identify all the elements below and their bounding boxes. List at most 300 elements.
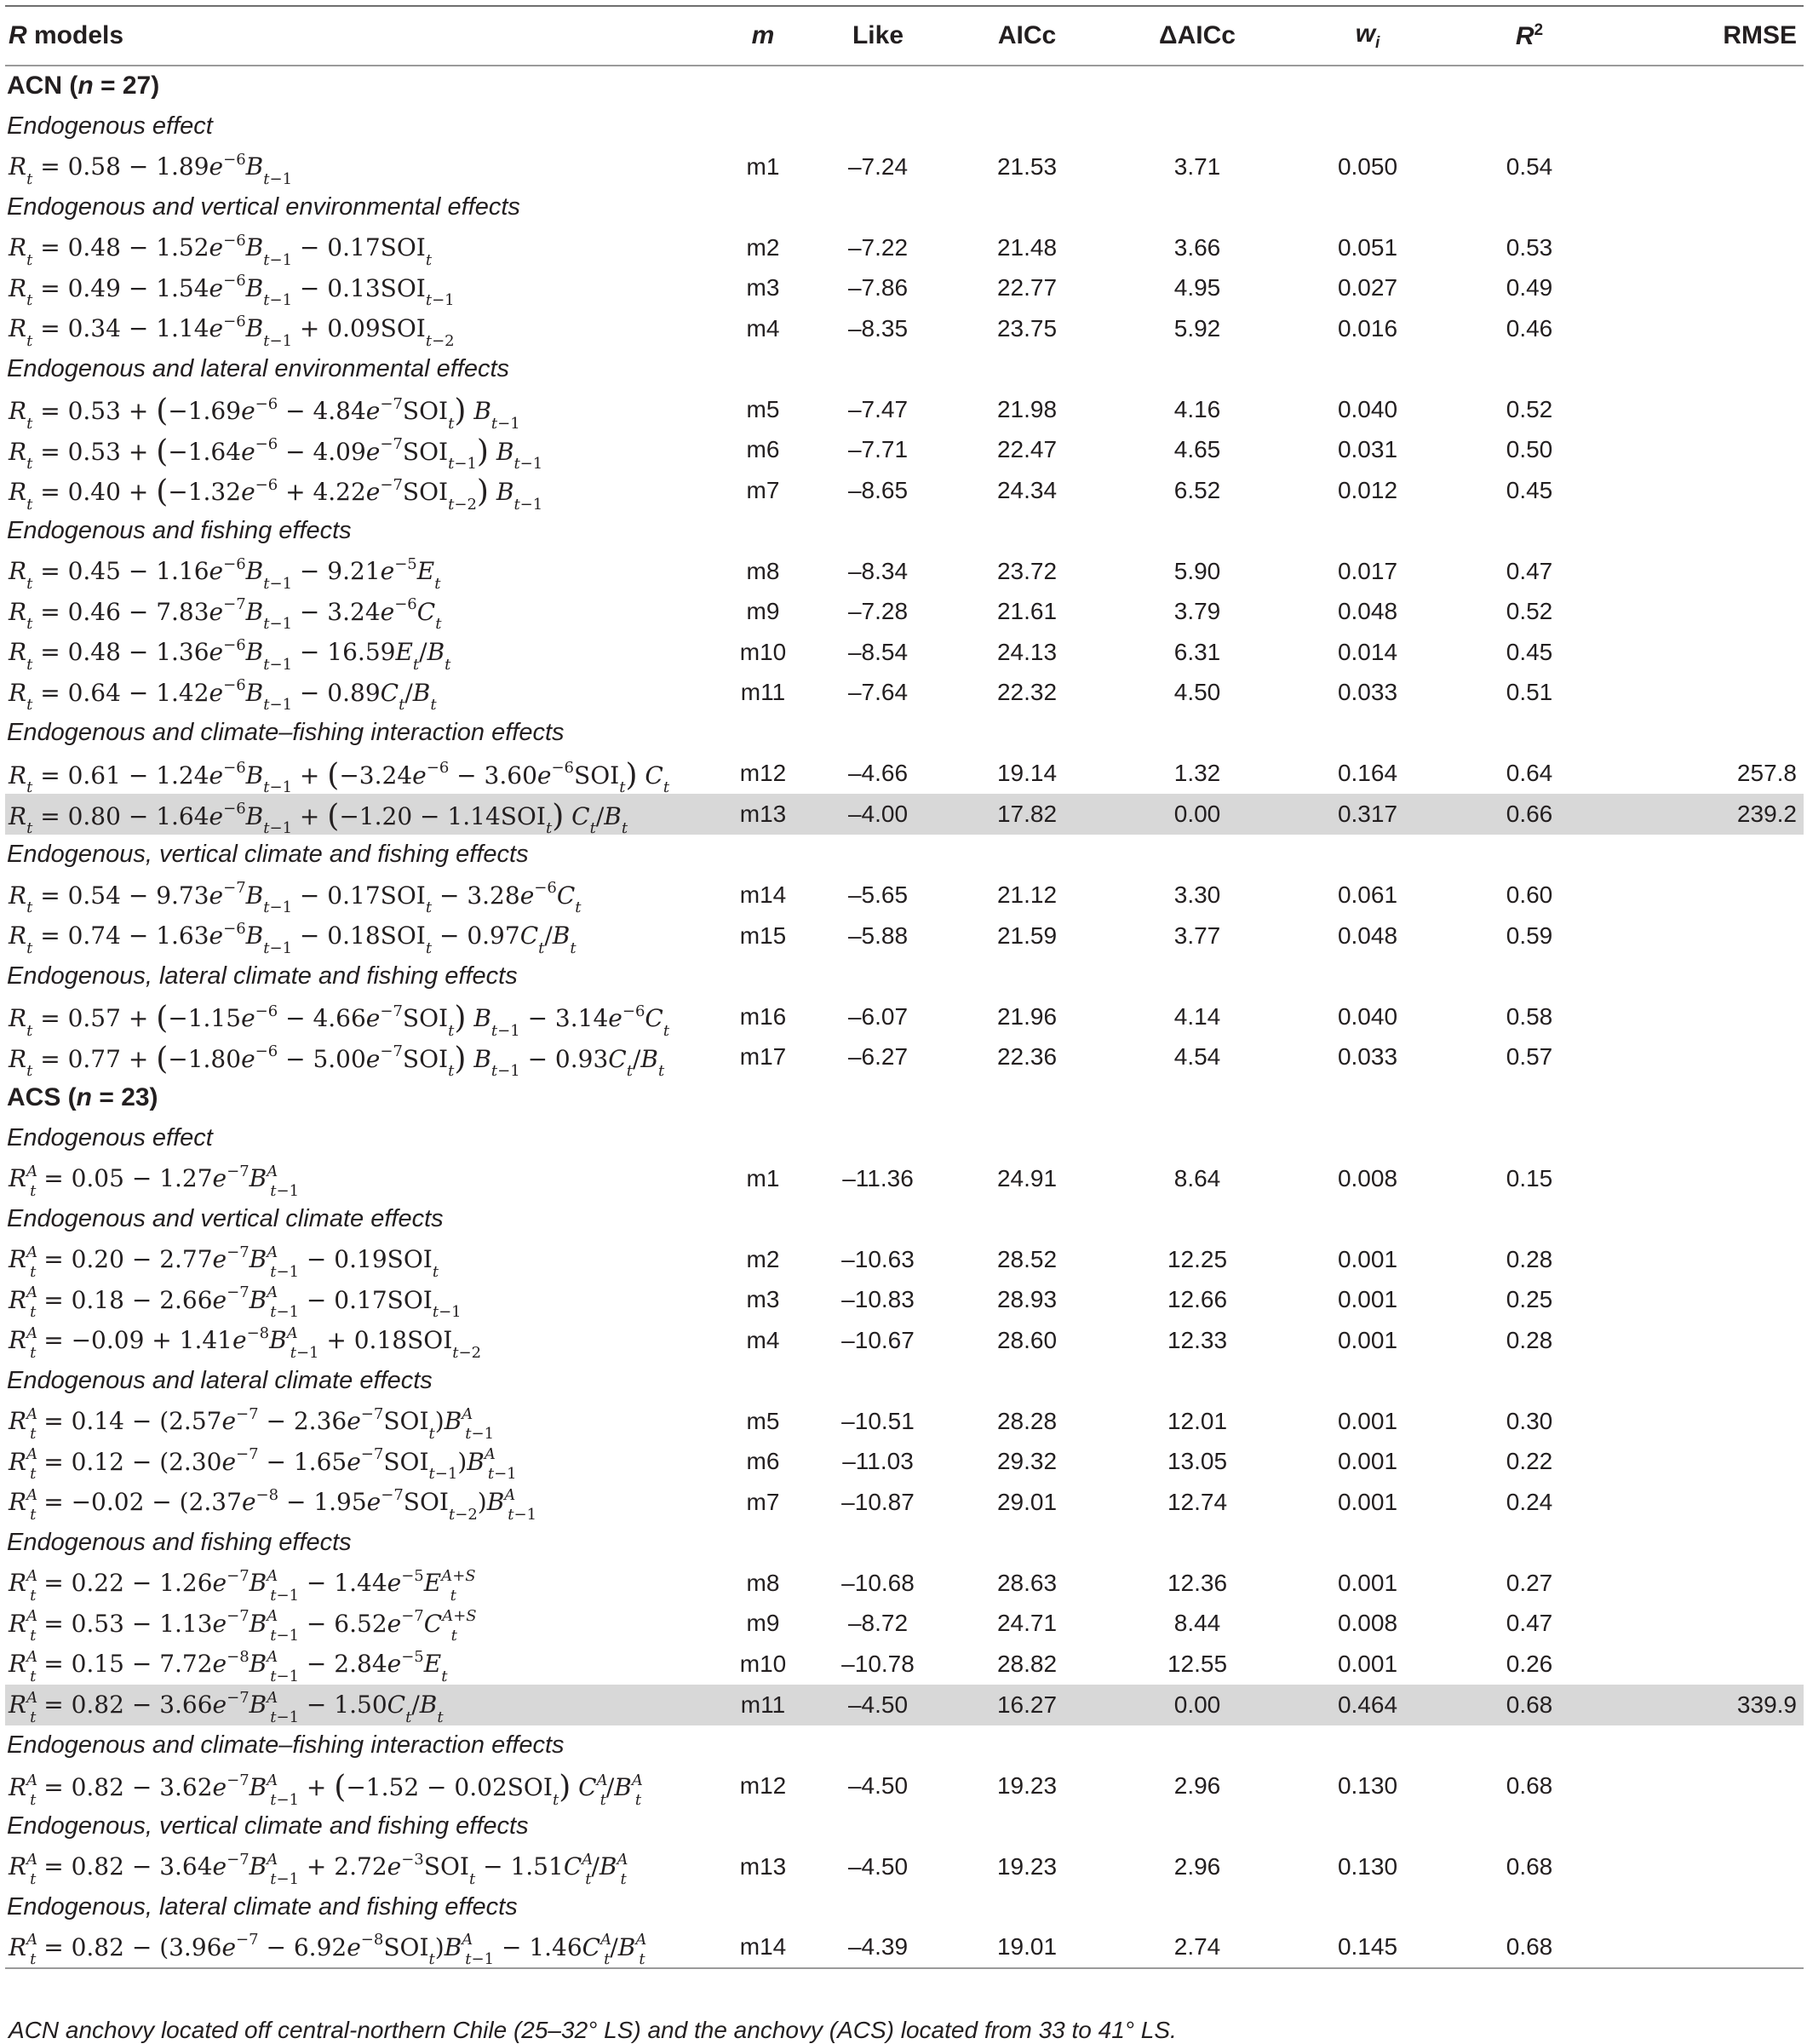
cell-w: 0.008 (1337, 1610, 1398, 1637)
cell-r2: 0.46 (1506, 314, 1553, 342)
cell-like: –7.71 (847, 436, 909, 463)
table-footnote: ACN anchovy located off central-northern Chile (25–32° LS) and the anchovy (ACS) located from 33 to 41° LS. (9, 2017, 1177, 2043)
header-models: R models (9, 21, 124, 49)
cell-delta-aicc: 0.00 (1173, 801, 1221, 827)
cell-like: –4.50 (847, 1852, 909, 1880)
cell-r2: 0.68 (1506, 1852, 1553, 1880)
cell-m: m14 (739, 1933, 787, 1961)
cell-m: m3 (746, 274, 780, 301)
cell-m: m12 (739, 760, 787, 787)
table-row-highlighted (5, 794, 1804, 835)
cell-r2: 0.45 (1506, 638, 1553, 665)
header-row (5, 6, 1804, 66)
cell-m: m5 (746, 395, 780, 422)
cell-r2: 0.68 (1506, 1691, 1553, 1718)
table-row (5, 1320, 1804, 1361)
model-equation: $R_t = 0.48 - 1.36e^{-6}B_{t-1} - 16.59E_t/B_t$ (9, 635, 451, 674)
cell-aicc: 22.47 (996, 436, 1058, 463)
cell-aicc: 21.98 (996, 395, 1058, 422)
cell-m: m2 (746, 1245, 780, 1272)
model-equation: $R^A_t = 0.82 - 3.62e^{-7}B^A_{t-1} + (-1.52 - 0.02SOI_t)$ $C^A_t/B^A_t$ (9, 1770, 643, 1809)
cell-w: 0.317 (1337, 801, 1398, 827)
cell-w: 0.048 (1337, 598, 1398, 625)
cell-aicc: 24.71 (996, 1610, 1058, 1637)
cell-aicc: 28.93 (996, 1286, 1058, 1313)
cell-aicc: 24.91 (996, 1164, 1058, 1191)
cell-delta-aicc: 8.44 (1173, 1610, 1221, 1637)
cell-w: 0.048 (1337, 922, 1398, 949)
cell-delta-aicc: 12.33 (1167, 1326, 1228, 1353)
cell-aicc: 21.61 (996, 598, 1058, 625)
cell-delta-aicc: 6.52 (1173, 476, 1221, 503)
model-equation: $R_t = 0.46 - 7.83e^{-7}B_{t-1} - 3.24e^{-6}C_t$ (9, 595, 442, 634)
table-row (5, 227, 1804, 268)
cell-like: –8.54 (847, 638, 909, 665)
cell-r2: 0.57 (1506, 1043, 1553, 1071)
cell-delta-aicc: 5.92 (1173, 314, 1221, 342)
table-row (5, 996, 1804, 1037)
footer-rule (5, 1968, 1804, 2009)
table-row (5, 1239, 1804, 1280)
cell-w: 0.464 (1337, 1691, 1398, 1718)
cell-r2: 0.45 (1506, 476, 1553, 503)
cell-delta-aicc: 0.00 (1173, 1691, 1221, 1718)
cell-aicc: 21.48 (996, 233, 1058, 261)
group-label: Endogenous, lateral climate and fishing effects (7, 962, 518, 990)
cell-rmse (1606, 1158, 1804, 1199)
cell-delta-aicc: 4.16 (1173, 395, 1221, 422)
header-m: m (751, 21, 775, 49)
model-equation: $R_t = 0.53 + (-1.69e^{-6} - 4.84e^{-7}SOI_t)$ $B_{t-1}$ (9, 393, 520, 433)
cell-like: –7.28 (847, 598, 909, 625)
group-label: Endogenous and lateral climate effects (7, 1366, 433, 1394)
section-title-acs: ACS (n = 23) (7, 1082, 158, 1111)
cell-m: m15 (739, 922, 787, 949)
cell-r2: 0.66 (1506, 801, 1553, 827)
section-row-acn (5, 66, 1804, 106)
cell-rmse (1606, 1442, 1804, 1483)
cell-aicc: 29.32 (996, 1448, 1058, 1475)
cell-rmse (1606, 430, 1804, 471)
model-equation: $R^A_t = 0.15 - 7.72e^{-8}B^A_{t-1} - 2.84e^{-5}E_t$ (9, 1647, 448, 1685)
cell-aicc: 24.34 (996, 476, 1058, 503)
model-equation: $R_t = 0.45 - 1.16e^{-6}B_{t-1} - 9.21e^{-5}E_t$ (9, 554, 441, 593)
cell-aicc: 28.52 (996, 1245, 1058, 1272)
header-rmse: RMSE (1723, 21, 1797, 49)
model-equation: $R^A_t = 0.82 - 3.66e^{-7}B^A_{t-1} - 1.50C_t/B_t$ (9, 1688, 444, 1726)
cell-w: 0.012 (1337, 476, 1398, 503)
table-row (5, 430, 1804, 471)
group-row (5, 1523, 1804, 1564)
cell-m: m17 (739, 1043, 787, 1071)
cell-like: –4.66 (847, 760, 909, 787)
model-equation: $R^A_t = 0.53 - 1.13e^{-7}B^A_{t-1} - 6.52e^{-7}C^{A+S}_t$ (9, 1607, 477, 1645)
cell-delta-aicc: 4.65 (1173, 436, 1221, 463)
table-row (5, 1563, 1804, 1604)
cell-delta-aicc: 4.50 (1173, 679, 1221, 706)
cell-like: –10.87 (841, 1488, 915, 1515)
cell-r2: 0.53 (1506, 233, 1553, 261)
cell-rmse (1606, 1239, 1804, 1280)
cell-w: 0.027 (1337, 274, 1398, 301)
cell-delta-aicc: 2.96 (1173, 1771, 1221, 1799)
cell-w: 0.145 (1337, 1933, 1398, 1961)
group-label: Endogenous effect (7, 112, 213, 140)
cell-aicc: 21.12 (996, 881, 1058, 909)
cell-w: 0.033 (1337, 1043, 1398, 1071)
cell-like: –8.72 (847, 1610, 909, 1637)
group-label: Endogenous and fishing effects (7, 1528, 352, 1556)
table-row (5, 308, 1804, 349)
cell-m: m13 (739, 1852, 787, 1880)
model-selection-table (5, 5, 1804, 2044)
cell-rmse (1606, 996, 1804, 1037)
model-equation: $R_t = 0.53 + (-1.64e^{-6} - 4.09e^{-7}SOI_{t-1})$ $B_{t-1}$ (9, 433, 543, 474)
cell-m: m13 (739, 801, 787, 827)
cell-r2: 0.68 (1506, 1933, 1553, 1961)
cell-rmse (1606, 470, 1804, 511)
cell-w: 0.017 (1337, 557, 1398, 584)
cell-like: –4.50 (847, 1691, 909, 1718)
cell-w: 0.031 (1337, 436, 1398, 463)
cell-like: –8.65 (847, 476, 909, 503)
group-label: Endogenous and climate–fishing interaction effects (7, 1731, 565, 1759)
cell-aicc: 19.14 (996, 760, 1058, 787)
cell-w: 0.016 (1337, 314, 1398, 342)
group-row (5, 511, 1804, 552)
cell-m: m16 (739, 1002, 787, 1030)
table-row (5, 1158, 1804, 1199)
group-label: Endogenous, vertical climate and fishing effects (7, 1811, 529, 1840)
cell-delta-aicc: 12.01 (1167, 1407, 1228, 1434)
cell-r2: 0.47 (1506, 557, 1553, 584)
cell-w: 0.040 (1337, 395, 1398, 422)
cell-m: m7 (746, 476, 780, 503)
group-label: Endogenous effect (7, 1123, 213, 1151)
model-equation: $R^A_t = -0.09 + 1.41e^{-8}B^A_{t-1} + 0.18SOI_{t-2}$ (9, 1323, 482, 1362)
cell-m: m9 (746, 1610, 780, 1637)
table-row (5, 1927, 1804, 1968)
model-equation: $R^A_t = 0.82 - (3.96e^{-7} - 6.92e^{-8}SOI_t)B^A_{t-1} - 1.46C^A_t/B^A_t$ (9, 1931, 647, 1969)
cell-aicc: 21.59 (996, 922, 1058, 949)
cell-rmse (1606, 1644, 1804, 1685)
cell-like: –7.24 (847, 152, 909, 180)
cell-rmse (1606, 632, 1804, 673)
table-row (5, 632, 1804, 673)
cell-rmse (1606, 1401, 1804, 1442)
model-equation: $R_t = 0.57 + (-1.15e^{-6} - 4.66e^{-7}SOI_t) B_{t-1} - 3.14e^{-6}C_t$ (9, 1001, 670, 1040)
footnote-row (5, 2008, 1804, 2044)
cell-like: –5.88 (847, 922, 909, 949)
cell-like: –6.27 (847, 1043, 909, 1071)
group-row (5, 956, 1804, 997)
table-row (5, 1442, 1804, 1483)
cell-delta-aicc: 5.90 (1173, 557, 1221, 584)
cell-delta-aicc: 1.32 (1173, 760, 1221, 787)
cell-delta-aicc: 3.66 (1173, 233, 1221, 261)
cell-m: m10 (739, 1650, 787, 1677)
cell-w: 0.061 (1337, 881, 1398, 909)
cell-w: 0.050 (1337, 152, 1398, 180)
cell-r2: 0.54 (1506, 152, 1553, 180)
section-title-acn: ACN (n = 27) (7, 72, 160, 100)
cell-like: –7.86 (847, 274, 909, 301)
table-row (5, 1401, 1804, 1442)
model-equation: $R_t = 0.49 - 1.54e^{-6}B_{t-1} - 0.13SOI_{t-1}$ (9, 272, 455, 310)
group-row (5, 1199, 1804, 1240)
cell-delta-aicc: 3.71 (1173, 152, 1221, 180)
cell-delta-aicc: 2.96 (1173, 1852, 1221, 1880)
cell-m: m7 (746, 1488, 780, 1515)
table-row (5, 551, 1804, 592)
cell-like: –10.83 (841, 1286, 915, 1313)
model-equation: $R^A_t = -0.02 - (2.37e^{-8} - 1.95e^{-7}SOI_{t-2})B^A_{t-1}$ (9, 1485, 537, 1524)
cell-rmse (1606, 1037, 1804, 1078)
table-row (5, 268, 1804, 309)
cell-rmse (1606, 876, 1804, 916)
cell-rmse (1606, 916, 1804, 956)
cell-like: –4.39 (847, 1933, 909, 1961)
cell-w: 0.130 (1337, 1771, 1398, 1799)
cell-aicc: 22.77 (996, 274, 1058, 301)
cell-w: 0.040 (1337, 1002, 1398, 1030)
cell-delta-aicc: 4.95 (1173, 274, 1221, 301)
model-equation: $R_t = 0.64 - 1.42e^{-6}B_{t-1} - 0.89C_t/B_t$ (9, 676, 437, 715)
cell-rmse (1606, 1563, 1804, 1604)
model-equation: $R^A_t = 0.20 - 2.77e^{-7}B^A_{t-1} - 0.19SOI_t$ (9, 1243, 439, 1281)
cell-like: –6.07 (847, 1002, 909, 1030)
group-row (5, 1806, 1804, 1847)
cell-m: m4 (746, 314, 780, 342)
cell-r2: 0.64 (1506, 760, 1553, 787)
group-row (5, 1118, 1804, 1159)
cell-w: 0.001 (1337, 1448, 1398, 1475)
model-equation: $R_t = 0.54 - 9.73e^{-7}B_{t-1} - 0.17SOI_t - 3.28e^{-6}C_t$ (9, 879, 582, 917)
header-r2: $R^2$ (1515, 20, 1544, 50)
cell-like: –4.50 (847, 1771, 909, 1799)
cell-delta-aicc: 3.79 (1173, 598, 1221, 625)
cell-r2: 0.27 (1506, 1569, 1553, 1596)
cell-delta-aicc: 8.64 (1173, 1164, 1221, 1191)
cell-like: –7.64 (847, 679, 909, 706)
group-row (5, 349, 1804, 390)
cell-aicc: 28.60 (996, 1326, 1058, 1353)
group-label: Endogenous and climate–fishing interaction effects (7, 719, 565, 747)
cell-like: –7.22 (847, 233, 909, 261)
cell-w: 0.014 (1337, 638, 1398, 665)
cell-m: m3 (746, 1286, 780, 1313)
group-label: Endogenous, vertical climate and fishing effects (7, 841, 529, 869)
cell-delta-aicc: 2.74 (1173, 1933, 1221, 1961)
cell-rmse: 257.8 (1736, 760, 1797, 787)
cell-aicc: 28.63 (996, 1569, 1058, 1596)
cell-rmse (1606, 1320, 1804, 1361)
model-equation: $R^A_t = 0.82 - 3.64e^{-7}B^A_{t-1} + 2.72e^{-3}SOI_t - 1.51C^A_t/B^A_t$ (9, 1850, 628, 1888)
cell-r2: 0.50 (1506, 436, 1553, 463)
cell-m: m11 (740, 1691, 786, 1718)
header-like: Like (852, 21, 904, 49)
group-row (5, 1887, 1804, 1928)
cell-m: m10 (739, 638, 787, 665)
model-equation: $R_t = 0.58 - 1.89e^{-6}B_{t-1}$ (9, 150, 293, 188)
table-row (5, 1644, 1804, 1685)
cell-rmse (1606, 227, 1804, 268)
group-label: Endogenous and vertical environmental effects (7, 192, 520, 221)
cell-delta-aicc: 13.05 (1167, 1448, 1228, 1475)
cell-r2: 0.28 (1506, 1245, 1553, 1272)
cell-rmse (1606, 673, 1804, 714)
cell-like: –10.63 (841, 1245, 915, 1272)
cell-rmse (1606, 1846, 1804, 1887)
cell-aicc: 17.82 (996, 801, 1058, 827)
cell-m: m8 (746, 1569, 780, 1596)
cell-delta-aicc: 12.36 (1167, 1569, 1228, 1596)
cell-like: –5.65 (847, 881, 909, 909)
cell-aicc: 21.96 (996, 1002, 1058, 1030)
cell-delta-aicc: 12.66 (1167, 1286, 1228, 1313)
model-equation: $R_t = 0.74 - 1.63e^{-6}B_{t-1} - 0.18SOI_t - 0.97C_t/B_t$ (9, 919, 577, 957)
cell-r2: 0.30 (1506, 1407, 1553, 1434)
cell-rmse: 339.9 (1736, 1691, 1797, 1718)
group-row (5, 106, 1804, 147)
cell-r2: 0.26 (1506, 1650, 1553, 1677)
cell-r2: 0.59 (1506, 922, 1553, 949)
cell-rmse (1606, 389, 1804, 430)
cell-rmse (1606, 308, 1804, 349)
model-equation: $R_t = 0.34 - 1.14e^{-6}B_{t-1} + 0.09SOI_{t-2}$ (9, 312, 455, 350)
group-row (5, 187, 1804, 228)
table-row (5, 1846, 1804, 1887)
header-delta-aicc: ΔAICc (1159, 21, 1236, 49)
cell-delta-aicc: 12.74 (1167, 1488, 1228, 1515)
cell-delta-aicc: 3.30 (1173, 881, 1221, 909)
cell-m: m6 (746, 1448, 780, 1475)
model-equation: $R^A_t = 0.18 - 2.66e^{-7}B^A_{t-1} - 0.17SOI_{t-1}$ (9, 1283, 462, 1322)
table-row (5, 1037, 1804, 1078)
cell-m: m6 (746, 436, 780, 463)
cell-r2: 0.68 (1506, 1771, 1553, 1799)
cell-aicc: 16.27 (996, 1691, 1058, 1718)
cell-aicc: 28.28 (996, 1407, 1058, 1434)
cell-rmse (1606, 268, 1804, 309)
cell-aicc: 22.32 (996, 679, 1058, 706)
table-row-highlighted (5, 1685, 1804, 1725)
cell-r2: 0.52 (1506, 598, 1553, 625)
cell-r2: 0.22 (1506, 1448, 1553, 1475)
cell-delta-aicc: 12.55 (1167, 1650, 1228, 1677)
cell-like: –7.47 (847, 395, 909, 422)
cell-w: 0.130 (1337, 1852, 1398, 1880)
cell-like: –11.36 (842, 1164, 914, 1191)
cell-w: 0.001 (1337, 1650, 1398, 1677)
cell-m: m2 (746, 233, 780, 261)
cell-like: –8.34 (847, 557, 909, 584)
cell-r2: 0.25 (1506, 1286, 1553, 1313)
cell-w: 0.001 (1337, 1245, 1398, 1272)
cell-w: 0.051 (1337, 233, 1398, 261)
cell-w: 0.008 (1337, 1164, 1398, 1191)
model-equation: $R_t = 0.80 - 1.64e^{-6}B_{t-1} + (-1.20 - 1.14SOI_t)$ $C_t/B_t$ (9, 798, 628, 838)
cell-m: m9 (746, 598, 780, 625)
model-equation: $R^A_t = 0.14 - (2.57e^{-7} - 2.36e^{-7}SOI_t)B^A_{t-1}$ (9, 1404, 495, 1443)
group-label: Endogenous, lateral climate and fishing effects (7, 1892, 518, 1921)
cell-aicc: 23.75 (996, 314, 1058, 342)
cell-m: m11 (740, 679, 786, 706)
table-row (5, 389, 1804, 430)
table-row (5, 1766, 1804, 1806)
section-row-acs (5, 1077, 1804, 1118)
cell-rmse (1606, 1927, 1804, 1968)
model-equation: $R_t = 0.40 + (-1.32e^{-6} + 4.22e^{-7}SOI_{t-2})$ $B_{t-1}$ (9, 474, 543, 514)
table-row (5, 470, 1804, 511)
cell-w: 0.001 (1337, 1286, 1398, 1313)
cell-aicc: 19.23 (996, 1771, 1058, 1799)
cell-like: –4.00 (847, 801, 909, 827)
cell-rmse (1606, 1280, 1804, 1321)
cell-rmse (1606, 592, 1804, 633)
cell-r2: 0.28 (1506, 1326, 1553, 1353)
cell-m: m8 (746, 557, 780, 584)
cell-m: m1 (746, 152, 780, 180)
cell-rmse (1606, 1482, 1804, 1523)
table-row (5, 146, 1804, 187)
header-aicc: AICc (997, 21, 1057, 49)
model-equation: $R_t = 0.77 + (-1.80e^{-6} - 5.00e^{-7}SOI_t) B_{t-1} - 0.93C_t/B_t$ (9, 1041, 665, 1081)
cell-like: –11.03 (842, 1448, 914, 1475)
cell-delta-aicc: 4.54 (1173, 1043, 1221, 1071)
group-row (5, 713, 1804, 754)
cell-like: –8.35 (847, 314, 909, 342)
table-row (5, 673, 1804, 714)
cell-w: 0.001 (1337, 1488, 1398, 1515)
cell-delta-aicc: 6.31 (1173, 638, 1221, 665)
group-label: Endogenous and vertical climate effects (7, 1204, 444, 1232)
group-row (5, 1725, 1804, 1766)
cell-rmse (1606, 551, 1804, 592)
group-row (5, 1361, 1804, 1402)
cell-r2: 0.60 (1506, 881, 1553, 909)
cell-w: 0.001 (1337, 1569, 1398, 1596)
cell-like: –10.67 (841, 1326, 915, 1353)
cell-aicc: 19.01 (996, 1933, 1058, 1961)
cell-m: m4 (746, 1326, 780, 1353)
table-row (5, 1482, 1804, 1523)
cell-r2: 0.51 (1506, 679, 1553, 706)
table-row (5, 876, 1804, 916)
table-row (5, 592, 1804, 633)
cell-m: m1 (746, 1164, 780, 1191)
cell-rmse: 239.2 (1736, 801, 1797, 827)
cell-r2: 0.24 (1506, 1488, 1553, 1515)
cell-aicc: 23.72 (996, 557, 1058, 584)
cell-rmse (1606, 1766, 1804, 1806)
cell-rmse (1606, 1604, 1804, 1645)
cell-rmse (1606, 146, 1804, 187)
cell-aicc: 21.53 (996, 152, 1058, 180)
model-equation: $R^A_t = 0.05 - 1.27e^{-7}B^A_{t-1}$ (9, 1162, 300, 1200)
cell-aicc: 29.01 (996, 1488, 1058, 1515)
cell-like: –10.51 (841, 1407, 915, 1434)
cell-w: 0.001 (1337, 1326, 1398, 1353)
cell-delta-aicc: 3.77 (1173, 922, 1221, 949)
table-row (5, 1280, 1804, 1321)
cell-like: –10.78 (841, 1650, 915, 1677)
header-w: $w_i$ (1355, 19, 1380, 52)
model-equation: $R^A_t = 0.22 - 1.26e^{-7}B^A_{t-1} - 1.44e^{-5}E^{A+S}_t$ (9, 1566, 476, 1605)
cell-m: m14 (739, 881, 787, 909)
cell-r2: 0.49 (1506, 274, 1553, 301)
cell-r2: 0.15 (1506, 1164, 1553, 1191)
